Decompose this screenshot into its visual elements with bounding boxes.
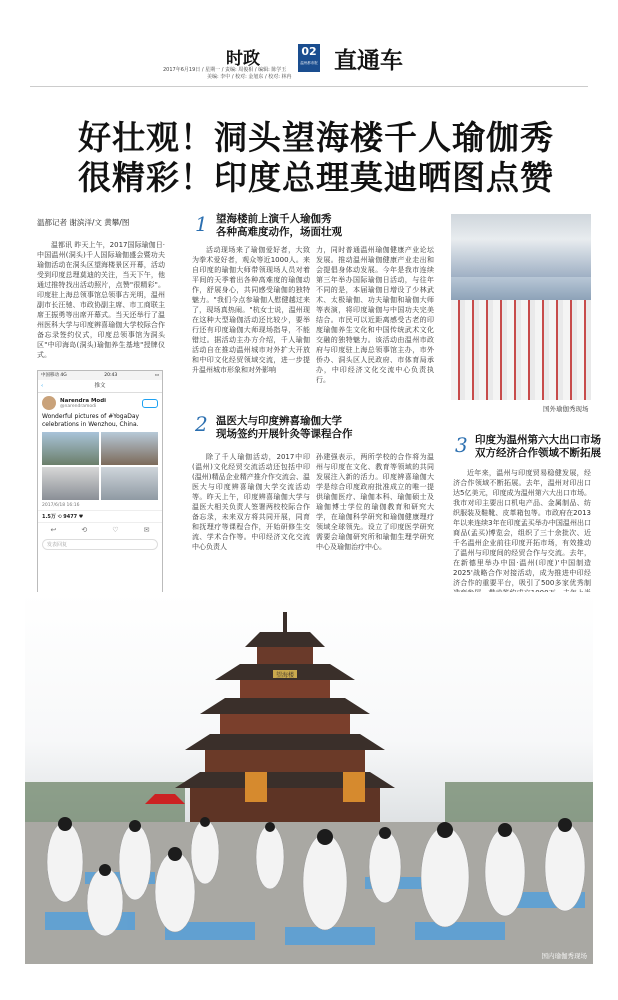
follow-icon[interactable] xyxy=(142,399,158,408)
photo-yoga-abroad xyxy=(451,214,591,400)
tweet-photo-crowd[interactable] xyxy=(42,467,99,500)
main-photo xyxy=(25,592,593,964)
photo-abroad-bottom xyxy=(451,300,591,400)
avatar[interactable] xyxy=(42,396,56,410)
clock: 20:43 xyxy=(104,373,118,378)
section2-col1: 除了千人瑜伽活动，2017中印(温州)文化经贸交流活动还包括中印(温州)精品企业精产推介作交流会、温医大与印度辨喜瑜伽大学交流活动等。昨天上午，印度辨喜瑜伽大学与温医大相关负责人签署两校校际合作备忘录，未来双方将共同开展，同育和抚理疗等课程合作，开始研修生交流、学术合作等。中印经济文化交流中心负责人 xyxy=(192,453,310,551)
section2-col2: 孙建强表示，两所学校的合作将为温州与印度在文化、教育等领域的共同发展注入新的活力。印度辨喜瑜伽大学是综合印度政府批准成立的唯一提供瑜伽医疗、瑜伽本科、瑜伽硕士及瑜伽博士学位的瑜伽教育和研究大学，在瑜伽科学研究和瑜伽健康理疗领域全球领先。设立了印度医学研究需要会瑜伽研究所和瑜伽生理学研究中心及瑜伽治疗中心。 xyxy=(316,453,434,551)
section2-number: 2 xyxy=(195,412,208,436)
section3-body: 近年来，温州与印度贸易稳健发展，经济合作领域不断拓展。去年，温州对印出口达5亿美元，印度成为温州第六大出口市场。我市对印主要出口机电产品、金属制品、纺织服装及鞋靴、皮革箱包等。市政府在2013年以来连续3年在印度孟买举办中国温州出口商品(孟买)博览会，组织了三十余批次、近千名温州企业前往印度开拓市场，有效推动了温州与印度间的经贸合作与交流。去年，在新德里举办中国·温州(印度)'中国制造2025'战略合作对接活动，成为推进中印经济合作的重要平台，吸引了500多家优秀制 xyxy=(453,469,591,587)
section1-title-1: 望海楼前上演千人瑜伽秀 xyxy=(216,213,332,225)
main-photo-caption: 国内瑜伽秀现场 xyxy=(541,952,587,960)
pagoda-sign-text: 望海楼 xyxy=(275,672,295,679)
page-label: 温州都市报 xyxy=(300,61,318,65)
trees-right xyxy=(445,782,593,822)
section1-col1: 活动现场来了瑜伽爱好者，大致为拳术爱好者，观众等近1000人。来自印度的瑜伽大师带领现场人员对着平间的天季着出各种高难度的瑜伽动作，舒展身心，共同感受瑜伽的独特魅力。"我们今点参瑜伽人慰健越过来了，现场真热闹。"杭女士说，温州现在这种大型瑜伽活动还比较少，要举行还有印度瑜伽大师现场指导，不能错过。据活动主办方介绍，千人瑜伽活动自在推动温州城市对外扩大开放和中印文化经贸领域交流，进一步提升温州城市形象和对外影响 xyxy=(192,246,310,374)
tweet-photo-pagoda-2[interactable] xyxy=(101,432,158,465)
staff-line: 美编: 李中 / 校对: 金旭东 / 校对: 林冉 xyxy=(207,74,292,80)
tweet-photo-crowd-2[interactable] xyxy=(101,467,158,500)
headline-line1: 好壮观！洞头望海楼千人瑜伽秀 xyxy=(78,118,554,157)
author-name[interactable]: Narendra Modi xyxy=(60,397,107,404)
section3-title-2: 双方经济合作领域不断拓展 xyxy=(475,447,601,459)
headline xyxy=(78,118,558,198)
tweet-nav-bar xyxy=(38,380,162,393)
section2-title-2: 现场签约开展针灸等课程合作 xyxy=(216,428,353,440)
retweet-icon[interactable]: ⟲ xyxy=(81,526,88,534)
author-handle: @narendramodi xyxy=(60,403,97,409)
tweet-time: 2017/6/18 16:16 xyxy=(42,503,80,508)
tweet-photo-grid[interactable] xyxy=(42,432,158,500)
section2-title-1: 温医大与印度辨喜瑜伽大学 xyxy=(216,415,342,427)
share-icon[interactable]: ✉ xyxy=(143,526,150,534)
section3-number: 3 xyxy=(455,433,468,457)
tweet-screenshot xyxy=(37,370,163,612)
battery-icon: ▭ xyxy=(154,373,159,378)
retweet-count: 1.5万 xyxy=(42,514,56,520)
section1-title-2: 各种高难度动作，场面壮观 xyxy=(216,226,342,238)
header-rule xyxy=(30,86,588,87)
photo-abroad-top xyxy=(451,214,591,277)
carrier: 中国移动 4G xyxy=(41,373,67,378)
lead-paragraph: 温都讯 昨天上午，2017国际瑜伽日·中国温州(洞头)千人国际瑜伽盛会暨功夫瑜伽活动在洞头区望海楼景区开幕，活动受到印度总理莫迪的关注，当天下午，他通过推特找出活动照片，点赞"很精彩"。印度驻上海总领事馆总领事古光明，温州副市长汪驰、市政协副主席、市工商联主席王振勇等出席开幕式。当天还举行了温州医科大学与印度辨喜瑜伽大学校际合作备忘录签约仪式，印度总领事馆为洞头区"中印海岛(洞头)瑜伽养生基地"授牌仪式。 xyxy=(37,241,165,359)
like-count: 9477 xyxy=(63,514,78,520)
section3-title-1: 印度为温州第六大出口市场 xyxy=(475,434,601,446)
photo1-caption: 国外瑜伽秀现场 xyxy=(543,405,589,413)
tweet-author xyxy=(38,393,162,413)
page-number-badge xyxy=(298,44,320,72)
headline-line2: 很精彩！印度总理莫迪晒图点赞 xyxy=(78,158,554,197)
tweet-actions xyxy=(38,523,162,537)
photo-abroad-mid xyxy=(451,277,591,299)
column-title: 直通车 xyxy=(334,47,403,74)
main-photo-scene xyxy=(25,592,593,964)
phone-status-bar xyxy=(38,371,162,380)
banner-left xyxy=(245,772,267,802)
reply-input[interactable]: 发表回复 xyxy=(42,539,158,550)
byline: 温都记者 谢滨洋/文 黄攀/图 xyxy=(37,218,130,227)
tweet-text: Wonderful pictures of #YogaDay celebrations in Wenzhou, China. xyxy=(42,413,140,428)
tweet-tab-title: 推文 xyxy=(94,383,106,389)
tweet-stats: 1.5万 ⟲ 9477 ♥ xyxy=(38,510,162,523)
section1-col2: 力，同时普通温州瑜伽健康产业论坛发展。推动温州瑜伽健康产业走出和会提倡身体动发展。今年是我市连续第三年举办国际瑜伽日活动，与往年不同的是，本届瑜伽日增设了少林武术、太极瑜伽、功夫瑜伽和瑜伽大师等表演，将印度瑜伽与中国功夫完美结合。市民可以近距离感受古老的印度瑜伽养生文化和中国传统武术文化交融的独特魅力。该活动由温州市政府与印度驻上海总领事馆主办，市外侨办、洞头区人民政府、市体育局承办，中印经济文化交流中心负责执行。 xyxy=(316,246,434,384)
section-label: 时政 xyxy=(226,49,260,69)
page-header xyxy=(0,36,618,86)
like-icon[interactable]: ♡ xyxy=(112,526,119,534)
back-arrow-icon[interactable]: ‹ xyxy=(41,383,44,389)
section1-number: 1 xyxy=(195,212,208,236)
reply-icon[interactable]: ↩ xyxy=(50,526,57,534)
banner-right xyxy=(343,772,365,802)
tweet-photo-pagoda[interactable] xyxy=(42,432,99,465)
page-number: 02 xyxy=(301,45,317,58)
dateline: 2017年6月19日 / 星期一 / 责编: 周俊相 / 编辑: 陈学玉 xyxy=(163,67,287,73)
